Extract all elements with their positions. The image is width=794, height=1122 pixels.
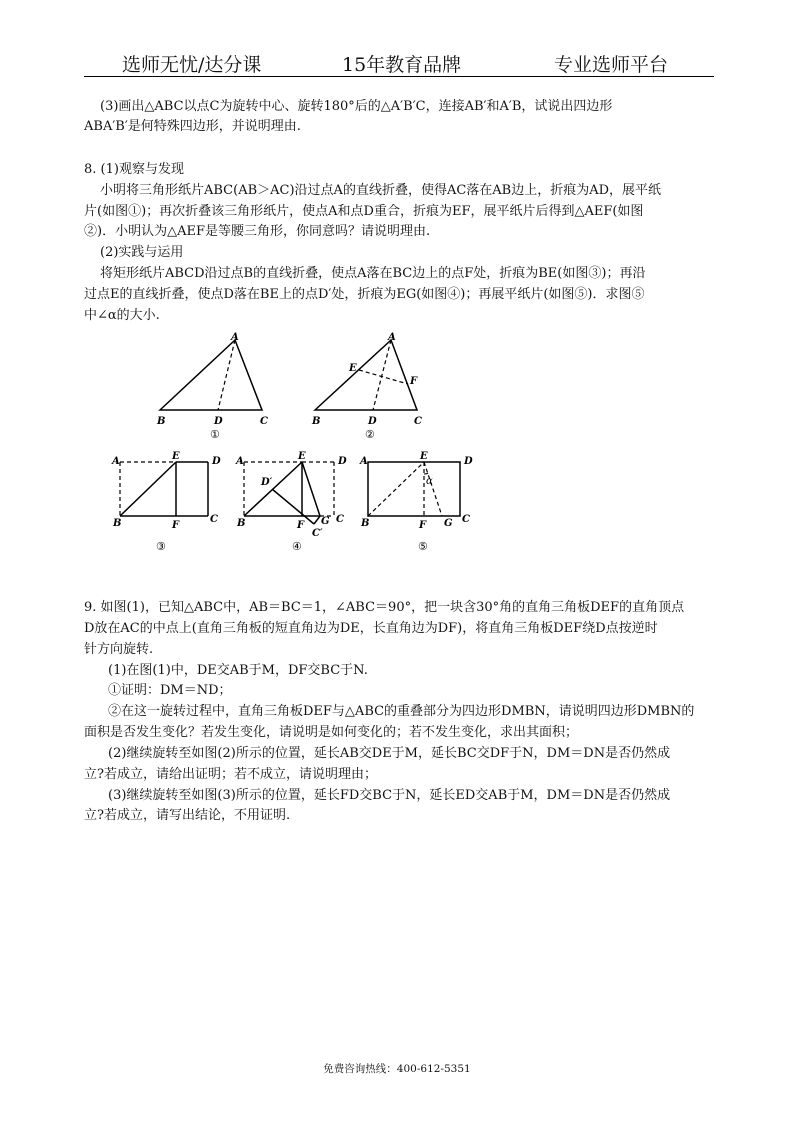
- rectangle-abcd: [368, 462, 460, 516]
- header-center: 15年教育品牌: [342, 54, 462, 76]
- label-alpha: α: [426, 476, 433, 487]
- caption: ⑤: [418, 540, 428, 553]
- label-b: B: [113, 518, 122, 529]
- figure-1: [150, 328, 280, 447]
- label-a: A: [236, 456, 244, 467]
- fold-ef: [359, 370, 408, 384]
- label-a: A: [360, 456, 368, 467]
- label-c: C: [210, 514, 218, 525]
- q9-line: ①证明：DM＝ND；: [108, 683, 232, 698]
- fold-eg: [424, 462, 442, 516]
- header-left: 选师无忧/达分课: [122, 54, 262, 76]
- page-header: [84, 48, 714, 77]
- q9-line: 立?若成立，请写出结论，不用证明.: [84, 808, 291, 823]
- fold-be: [120, 462, 176, 516]
- caption: ③: [156, 540, 166, 553]
- label-e: E: [349, 363, 357, 374]
- label-d-prime: D′: [261, 477, 273, 488]
- label-b: B: [361, 518, 370, 529]
- q7-3-line1: (3)画出△ABC以点C为旋转中心、旋转180°后的△A′B′C，连接AB′和A′B，试说出四边形: [100, 99, 613, 114]
- label-f: F: [172, 520, 180, 531]
- header-right: 专业选师平台: [554, 54, 669, 76]
- label-f: F: [297, 520, 305, 531]
- q8-line: 中∠α的大小.: [84, 308, 160, 323]
- fold-be: [368, 462, 424, 516]
- q7-3-line2: ABA′B′是何特殊四边形，并说明理由.: [84, 119, 301, 134]
- label-g: G: [444, 518, 453, 529]
- q8-line: 小明将三角形纸片ABC(AB＞AC)沿过点A的直线折叠，使得AC落在AB边上，折痕为AD，展平纸: [100, 183, 662, 198]
- q9-line: (2)继续旋转至如图(2)所示的位置，延长AB交DE于M，延长BC交DF于N，DM＝DN是否仍然成: [108, 746, 671, 761]
- edge-dprime-cprime: [272, 489, 314, 524]
- edge-cprime-g: [314, 516, 320, 524]
- footer-hotline: 免费咨询热线：400-612-5351: [323, 1063, 471, 1075]
- label-b: B: [157, 416, 166, 427]
- q9-line: D放在AC的中点上(直角三角板的短直角边为DE，长直角边为DF)，将直角三角板DEF绕D点按逆时: [84, 621, 658, 636]
- label-c: C: [462, 514, 470, 525]
- triangle-abc: [315, 340, 417, 410]
- label-e: E: [172, 451, 180, 462]
- label-a: A: [388, 332, 396, 343]
- figure-5: [358, 450, 478, 559]
- figure-4: [234, 450, 349, 559]
- label-c: C: [414, 416, 422, 427]
- fold-eg: [302, 462, 320, 516]
- q9-line: 立?若成立，请给出证明；若不成立，请说明理由；: [84, 767, 377, 782]
- q9-line: ②在这一旋转过程中，直角三角板DEF与△ABC的重叠部分为四边形DMBN，请说明四边形DMBN的: [108, 704, 695, 719]
- label-a: A: [112, 456, 120, 467]
- label-f: F: [419, 520, 427, 531]
- q9-line: 面积是否发生变化？若发生变化，请说明是如何变化的；若不发生变化，求出其面积；: [84, 725, 579, 740]
- caption: ①: [210, 428, 220, 441]
- q9-line: 9. 如图(1)，已知△ABC中，AB＝BC＝1，∠ABC＝90°，把一块含30°角的直角三角板DEF的直角顶点: [84, 600, 685, 615]
- label-d: D: [464, 456, 473, 467]
- figure-3: [110, 450, 225, 559]
- q8-line: 片(如图①)；再次折叠该三角形纸片，使点A和点D重合，折痕为EF，展平纸片后得到△AEF(如图: [84, 204, 644, 219]
- q8-line: ②)．小明认为△AEF是等腰三角形，你同意吗？请说明理由.: [84, 224, 431, 239]
- q8-line: (2)实践与运用: [100, 245, 184, 260]
- label-g: G: [321, 516, 330, 527]
- label-e: E: [298, 451, 306, 462]
- label-b: B: [237, 518, 246, 529]
- q9-line: (3)继续旋转至如图(3)所示的位置，延长FD交BC于N，延长ED交AB于M，DM＝DN是否仍然成: [108, 788, 671, 803]
- triangle-abc: [160, 340, 262, 410]
- label-b: B: [312, 416, 321, 427]
- label-d: D: [212, 456, 221, 467]
- figure-2: [305, 328, 435, 447]
- angle-alpha-arc: [424, 473, 428, 474]
- label-e: E: [420, 451, 428, 462]
- label-f: F: [410, 376, 418, 387]
- q8-line: 将矩形纸片ABCD沿过点B的直线折叠，使点A落在BC边上的点F处，折痕为BE(如图③)；再沿: [100, 266, 646, 281]
- label-c-prime: C′: [312, 528, 323, 539]
- q8-line: 8. (1)观察与发现: [84, 162, 184, 177]
- q8-line: 过点E的直线折叠，使点D落在BE上的点D′处，折痕为EG(如图④)；再展平纸片(如图⑤)．求图⑤: [84, 287, 645, 302]
- label-d: D: [368, 416, 377, 427]
- fold-ad: [218, 340, 235, 410]
- label-a: A: [231, 332, 239, 343]
- label-c: C: [260, 416, 268, 427]
- q9-line: (1)在图(1)中，DE交AB于M，DF交BC于N.: [108, 663, 368, 678]
- q9-line: 针方向旋转.: [84, 642, 154, 657]
- label-c: C: [336, 514, 344, 525]
- label-d: D: [214, 416, 223, 427]
- caption: ②: [365, 428, 375, 441]
- caption: ④: [292, 540, 302, 553]
- label-d: D: [338, 456, 347, 467]
